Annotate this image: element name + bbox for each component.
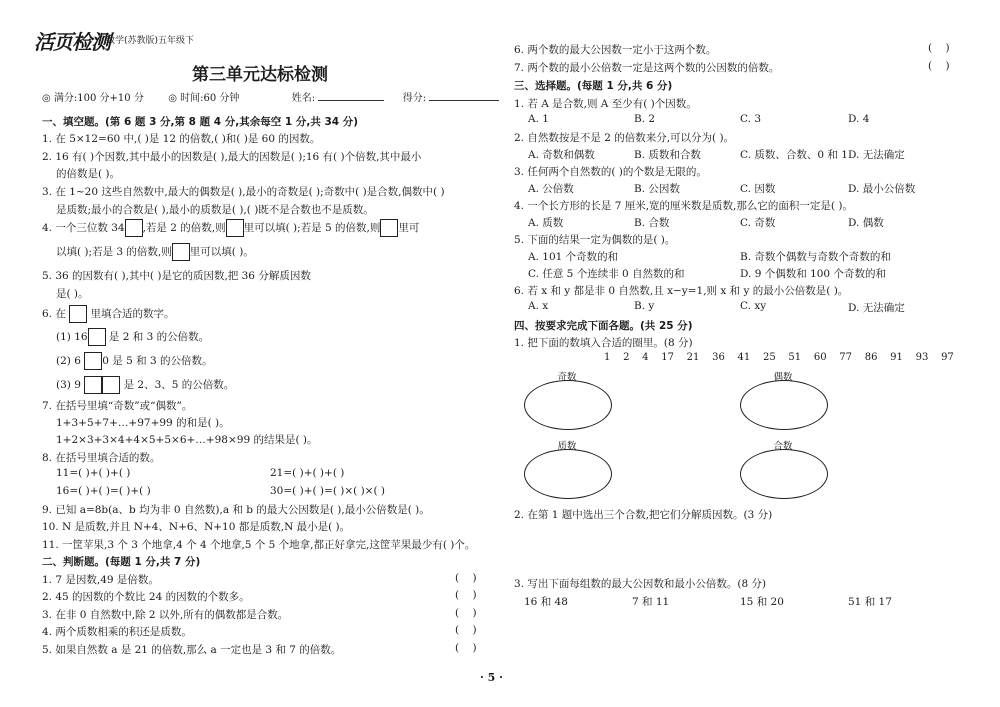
task-q3: 3. 写出下面每组数的最大公因数和最小公倍数。(8 分) xyxy=(514,578,767,590)
fill-q7-1: 1+3+5+7+…+97+99 的和是( )。 xyxy=(56,417,230,429)
fill-q1: 1. 在 5×12=60 中,( )是 12 的倍数,( )和( )是 60 的因数。 xyxy=(42,133,321,145)
judge-q3: 3. 在非 0 自然数中,除 2 以外,所有的偶数都是合数。 xyxy=(42,609,289,621)
choice-option[interactable]: A. x xyxy=(528,300,549,312)
choice-q3: 3. 任何两个自然数的( )的个数是无限的。 xyxy=(514,166,707,178)
choice-option[interactable]: B. y xyxy=(634,300,655,312)
digit-box[interactable] xyxy=(102,376,120,394)
odd-ellipse[interactable] xyxy=(524,380,612,430)
choice-option[interactable]: C. 3 xyxy=(740,113,762,125)
fill-q3-line1: 3. 在 1~20 这些自然数中,最大的偶数是( ),最小的奇数是( );奇数中( )是合数,偶数中( ) xyxy=(42,186,445,198)
choice-q4: 4. 一个长方形的长是 7 厘米,宽的厘米数是质数,那么它的面积一定是( )。 xyxy=(514,200,853,212)
page-title: 第三单元达标检测 xyxy=(192,65,328,85)
choice-option[interactable]: C. 任意 5 个连续非 0 自然数的和 xyxy=(528,268,685,280)
fill-q7: 7. 在括号里填“奇数”或“偶数”。 xyxy=(42,400,193,412)
fill-q8-4: 30=( )+( )=( )×( )×( ) xyxy=(270,485,386,497)
judge-answer[interactable]: ( ) xyxy=(455,607,477,619)
meta-score: ◎ 满分:100 分+10 分 xyxy=(42,93,144,104)
even-ellipse[interactable] xyxy=(740,380,828,430)
task-q1: 1. 把下面的数填入合适的圈里。(8 分) xyxy=(514,337,693,349)
fill-q10: 10. N 是质数,并且 N+4、N+6、N+10 都是质数,N 最小是( )。 xyxy=(42,521,351,533)
digit-box[interactable] xyxy=(172,243,190,261)
fill-q6-3: (3) 9 是 2、3、5 的公倍数。 xyxy=(56,376,234,394)
fill-q6-2: (2) 6 0 是 5 和 3 的公倍数。 xyxy=(56,352,212,370)
section-title-fill: 一、填空题。(第 6 题 3 分,第 8 题 4 分,其余每空 1 分,共 34 分) xyxy=(42,116,359,128)
choice-option[interactable]: C. 奇数 xyxy=(740,217,776,229)
digit-box[interactable] xyxy=(88,328,106,346)
choice-q1: 1. 若 A 是合数,则 A 至少有( )个因数。 xyxy=(514,98,697,110)
fill-q9: 9. 已知 a=8b(a、b 均为非 0 自然数),a 和 b 的最大公因数是( ),最小公倍数是( )。 xyxy=(42,504,430,516)
judge-q1: 1. 7 是因数,49 是倍数。 xyxy=(42,574,159,586)
judge-answer[interactable]: ( ) xyxy=(928,42,950,54)
fill-q2-line1: 2. 16 有( )个因数,其中最小的因数是( ),最大的因数是( );16 有( )个倍数,其中最小 xyxy=(42,151,422,163)
prime-ellipse[interactable] xyxy=(524,449,612,499)
fill-q2-line2: 的倍数是( )。 xyxy=(56,168,121,180)
judge-answer[interactable]: ( ) xyxy=(455,572,477,584)
judge-q7: 7. 两个数的最小公倍数一定是这两个数的公因数的倍数。 xyxy=(514,62,780,74)
choice-option[interactable]: D. 无法确定 xyxy=(848,149,905,161)
fill-q5-line2: 是( )。 xyxy=(56,288,89,300)
name-field[interactable] xyxy=(318,90,384,101)
digit-box[interactable] xyxy=(84,376,102,394)
choice-q6: 6. 若 x 和 y 都是非 0 自然数,且 x−y=1,则 x 和 y 的最小公倍数是( )。 xyxy=(514,285,849,297)
composite-ellipse[interactable] xyxy=(740,449,828,499)
score-label: 得分: xyxy=(402,93,427,104)
judge-answer[interactable]: ( ) xyxy=(455,589,477,601)
choice-option[interactable]: A. 公倍数 xyxy=(528,183,574,195)
brand-logo: 活页检测 xyxy=(34,30,110,54)
choice-option[interactable]: A. 质数 xyxy=(528,217,564,229)
choice-option[interactable]: B. 公因数 xyxy=(634,183,680,195)
section-title-tasks: 四、按要求完成下面各题。(共 25 分) xyxy=(514,320,693,332)
choice-option[interactable]: D. 最小公倍数 xyxy=(848,183,916,195)
judge-q4: 4. 两个质数相乘的积还是质数。 xyxy=(42,626,192,638)
fill-q6-1: (1) 16 是 2 和 3 的公倍数。 xyxy=(56,328,209,346)
fill-q3-line2: 是质数;最小的合数是( ),最小的质数是( ),( )既不是合数也不是质数。 xyxy=(56,204,374,216)
choice-option[interactable]: A. 奇数和偶数 xyxy=(528,149,595,161)
digit-box[interactable] xyxy=(380,219,398,237)
choice-q5: 5. 下面的结果一定为偶数的是( )。 xyxy=(514,234,676,246)
choice-option[interactable]: D. 9 个偶数和 100 个奇数的和 xyxy=(740,268,886,280)
page-number: · 5 · xyxy=(480,671,503,684)
judge-q6: 6. 两个数的最大公因数一定小于这两个数。 xyxy=(514,44,717,56)
choice-option[interactable]: C. 质数、合数、0 和 1 xyxy=(740,149,848,161)
ellipse-label-odd: 奇数 xyxy=(557,372,577,383)
subject-label: 数学(苏教版)五年级下 xyxy=(106,36,195,46)
digit-box[interactable] xyxy=(84,352,102,370)
pair-item: 15 和 20 xyxy=(740,596,784,608)
choice-option[interactable]: B. 2 xyxy=(634,113,656,125)
meta-row xyxy=(42,89,499,104)
fill-q11: 11. 一筐苹果,3 个 3 个地拿,4 个 4 个地拿,5 个 5 个地拿,都正好拿完,这筐苹果最少有( )个。 xyxy=(42,539,476,551)
judge-answer[interactable]: ( ) xyxy=(455,642,477,654)
choice-option[interactable]: D. 4 xyxy=(848,113,870,125)
fill-q5-line1: 5. 36 的因数有( ),其中( )是它的质因数,把 36 分解质因数 xyxy=(42,270,311,282)
task-q2: 2. 在第 1 题中选出三个合数,把它们分解质因数。(3 分) xyxy=(514,509,773,521)
digit-box[interactable] xyxy=(125,219,143,237)
fill-q8-2: 21=( )+( )+( ) xyxy=(270,467,345,479)
judge-q2: 2. 45 的因数的个数比 24 的因数的个数多。 xyxy=(42,591,250,603)
choice-option[interactable]: C. xy xyxy=(740,300,767,312)
choice-q2: 2. 自然数按是不是 2 的倍数来分,可以分为( )。 xyxy=(514,132,735,144)
fill-q8: 8. 在括号里填合适的数。 xyxy=(42,452,161,464)
pair-item: 51 和 17 xyxy=(848,596,892,608)
ellipse-label-composite: 合数 xyxy=(773,441,793,452)
fill-q8-3: 16=( )+( )=( )+( ) xyxy=(56,485,151,497)
judge-answer[interactable]: ( ) xyxy=(928,60,950,72)
fill-q4-line2: 以填( );若是 3 的倍数,则 里可以填( )。 xyxy=(56,243,254,261)
digit-box[interactable] xyxy=(69,305,87,323)
number-list: 1 2 4 17 21 36 41 25 51 60 77 86 91 93 97 xyxy=(604,352,954,363)
choice-option[interactable]: A. 101 个奇数的和 xyxy=(528,251,619,263)
judge-q5: 5. 如果自然数 a 是 21 的倍数,那么 a 一定也是 3 和 7 的倍数。 xyxy=(42,644,342,656)
choice-option[interactable]: B. 合数 xyxy=(634,217,670,229)
choice-option[interactable]: D. 无法确定 xyxy=(848,302,905,314)
choice-option[interactable]: C. 因数 xyxy=(740,183,776,195)
fill-q4-line1: 4. 一个三位数 34 ,若是 2 的倍数,则 里可以填( );若是 5 的倍数,则 里可 xyxy=(42,219,419,237)
meta-time: ◎ 时间:60 分钟 xyxy=(168,93,240,104)
choice-option[interactable]: B. 奇数个偶数与奇数个奇数的和 xyxy=(740,251,891,263)
section-title-judge: 二、判断题。(每题 1 分,共 7 分) xyxy=(42,556,201,568)
name-label: 姓名: xyxy=(291,93,316,104)
choice-option[interactable]: D. 偶数 xyxy=(848,217,884,229)
ellipse-label-prime: 质数 xyxy=(557,441,577,452)
ellipse-label-even: 偶数 xyxy=(773,372,793,383)
pair-item: 7 和 11 xyxy=(632,596,670,608)
section-title-choice: 三、选择题。(每题 1 分,共 6 分) xyxy=(514,80,673,92)
pair-item: 16 和 48 xyxy=(524,596,568,608)
judge-answer[interactable]: ( ) xyxy=(455,624,477,636)
fill-q8-1: 11=( )+( )+( ) xyxy=(56,467,131,479)
fill-q7-2: 1+2×3+3×4+4×5+5×6+…+98×99 的结果是( )。 xyxy=(56,434,318,446)
choice-option[interactable]: B. 质数和合数 xyxy=(634,149,701,161)
choice-option[interactable]: A. 1 xyxy=(528,113,549,125)
score-field[interactable] xyxy=(429,90,499,101)
fill-q6: 6. 在 里填合适的数字。 xyxy=(42,305,175,323)
digit-box[interactable] xyxy=(226,219,244,237)
